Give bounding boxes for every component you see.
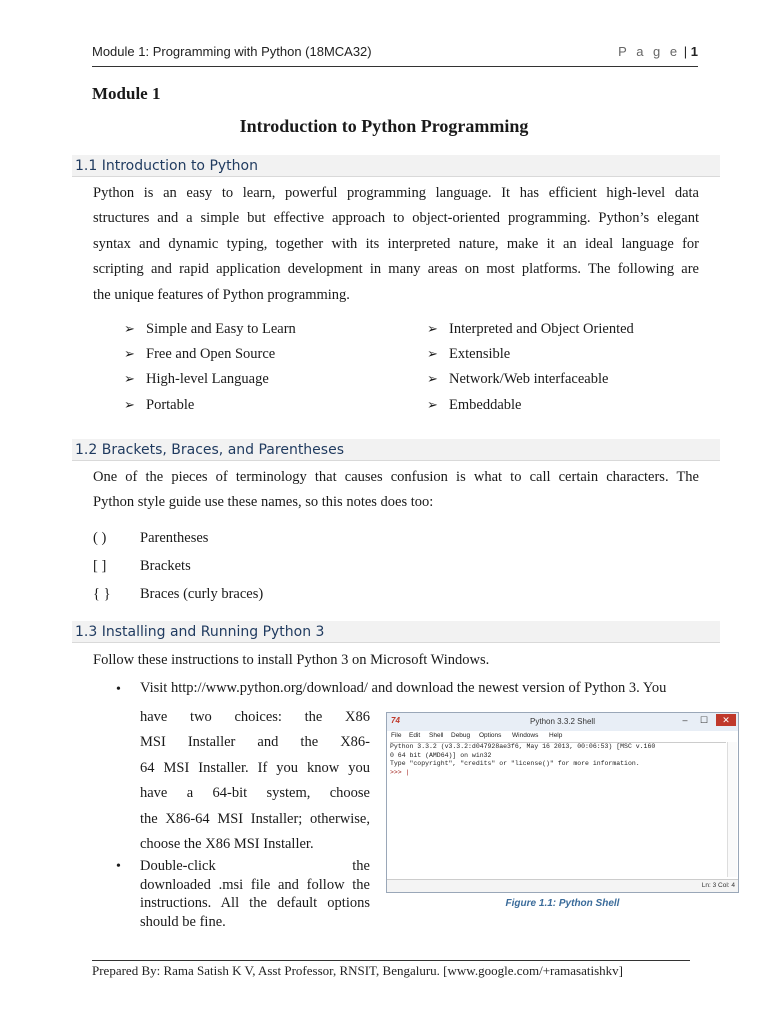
step-line: Double-click the [140,858,370,874]
page-footer: Prepared By: Rama Satish K V, Asst Professor, RNSIT, Bengaluru. [www.google.com/+ramasatishkv] [92,963,623,978]
step-line: have a 64-bit system, choose [140,785,370,802]
symbol-glyph: [ ] [93,558,107,574]
section-heading-1-3: 1.3 Installing and Running Python 3 [72,621,720,643]
idle-logo-icon: 74 [391,716,400,725]
menu-shell: Shell [429,732,444,739]
console-line: Type "copyright", "credits" or "license()" for more information. [390,760,640,767]
para-line: Python style guide use these names, so this notes does too: [93,494,434,511]
step-line: should be fine. [140,913,226,930]
shell-statusbar [387,879,738,892]
step-line: the X86-64 MSI Installer; otherwise, [140,810,370,827]
feature-text: Portable [146,397,195,413]
menu-debug: Debug [451,732,471,739]
feature-text: High-level Language [146,371,269,387]
symbol-name: Parentheses [140,530,209,546]
console-line: 0 64 bit (AMD64)] on win32 [390,751,492,759]
console-line: Python 3.3.2 (v3.3.2:d047928ae3f6, May 16 2013, 00:06:53) [MSC v.160 [390,743,656,750]
arrow-bullet-icon: ➢ [124,321,135,336]
section-heading-1-2: 1.2 Brackets, Braces, and Parentheses [72,439,720,461]
menu-options: Options [479,732,502,739]
feature-text: Simple and Easy to Learn [146,321,296,337]
module-heading: Module 1 [92,84,161,103]
page-indicator [618,44,698,59]
install-intro: Follow these instructions to install Python 3 on Microsoft Windows. [93,652,490,668]
maximize-icon: ☐ [699,715,709,725]
arrow-bullet-icon: ➢ [124,397,135,412]
para-line: One of the pieces of terminology that causes confusion is what to call certain characters. The [93,469,699,485]
symbol-name: Braces (curly braces) [140,586,264,602]
minimize-icon: – [682,715,688,725]
python-shell-screenshot [386,712,739,893]
section-1-1-paragraph [93,181,699,308]
shell-scrollbar [727,742,737,877]
symbol-name: Brackets [140,558,191,574]
arrow-bullet-icon: ➢ [427,397,438,412]
menu-windows: Windows [512,732,539,739]
install-step-2-text [140,857,370,931]
install-step-1-first-line: Visit http://www.python.org/download/ and download the newest version of Python 3. You [140,680,667,696]
header-course: Programming with Python (18MCA32) [152,44,372,59]
menu-edit: Edit [409,732,421,739]
step-line: instructions. All the default options [140,895,370,911]
running-header-title [92,44,372,59]
arrow-bullet-icon: ➢ [427,371,438,386]
document-title: Introduction to Python Programming [239,116,529,136]
feature-text: Extensible [449,346,511,362]
bullet-dot-icon: • [116,859,121,874]
cursor-position: Ln: 3 Col: 4 [701,882,735,889]
section-heading-1-1: 1.1 Introduction to Python [72,155,720,177]
menu-file: File [391,732,402,739]
para-line: the unique features of Python programming. [93,286,350,303]
symbol-glyph: ( ) [93,530,107,546]
para-line: Python is an easy to learn, powerful programming language. It has efficient high-level data [93,185,699,201]
header-module-prefix: Module 1: [92,44,153,59]
close-icon: ✕ [716,714,736,726]
page-number: 1 [690,44,698,59]
shell-titlebar [387,713,738,731]
step-line: MSI Installer and the X86- [140,734,370,751]
shell-window-title: Python 3.3.2 Shell [530,717,595,726]
feature-text: Free and Open Source [146,346,276,362]
arrow-bullet-icon: ➢ [124,371,135,386]
para-line: structures and a simple but effective approach to object-oriented programming. Python’s elegant [93,210,699,227]
page-separator: | [683,44,688,59]
arrow-bullet-icon: ➢ [427,346,438,361]
step-line: 64 MSI Installer. If you know you [140,759,370,776]
step-line: choose the X86 MSI Installer. [140,836,314,853]
arrow-bullet-icon: ➢ [427,321,438,336]
header-rule [92,66,698,67]
feature-text: Embeddable [449,397,522,413]
feature-text: Interpreted and Object Oriented [449,321,634,337]
install-step-1-text [140,705,370,857]
step-line: have two choices: the X86 [140,709,370,725]
console-prompt: >>> | [390,768,410,776]
shell-menubar [387,731,738,742]
shell-console [390,742,726,878]
figure-caption: Figure 1.1: Python Shell [505,898,620,909]
bullet-dot-icon: • [116,682,121,697]
symbol-glyph: { } [93,586,111,602]
menu-help: Help [549,732,563,739]
para-line: syntax and dynamic typing, together with its interpreted nature, make it an ideal language for [93,235,699,252]
section-1-2-paragraph [93,465,699,516]
footer-rule [92,960,690,961]
page-label: P a g e [618,44,681,59]
step-line: downloaded .msi file and follow the [140,876,370,893]
arrow-bullet-icon: ➢ [124,346,135,361]
para-line: scripting and rapid application development in many areas on most platforms. The following are [93,261,699,278]
feature-text: Network/Web interfaceable [449,371,609,387]
